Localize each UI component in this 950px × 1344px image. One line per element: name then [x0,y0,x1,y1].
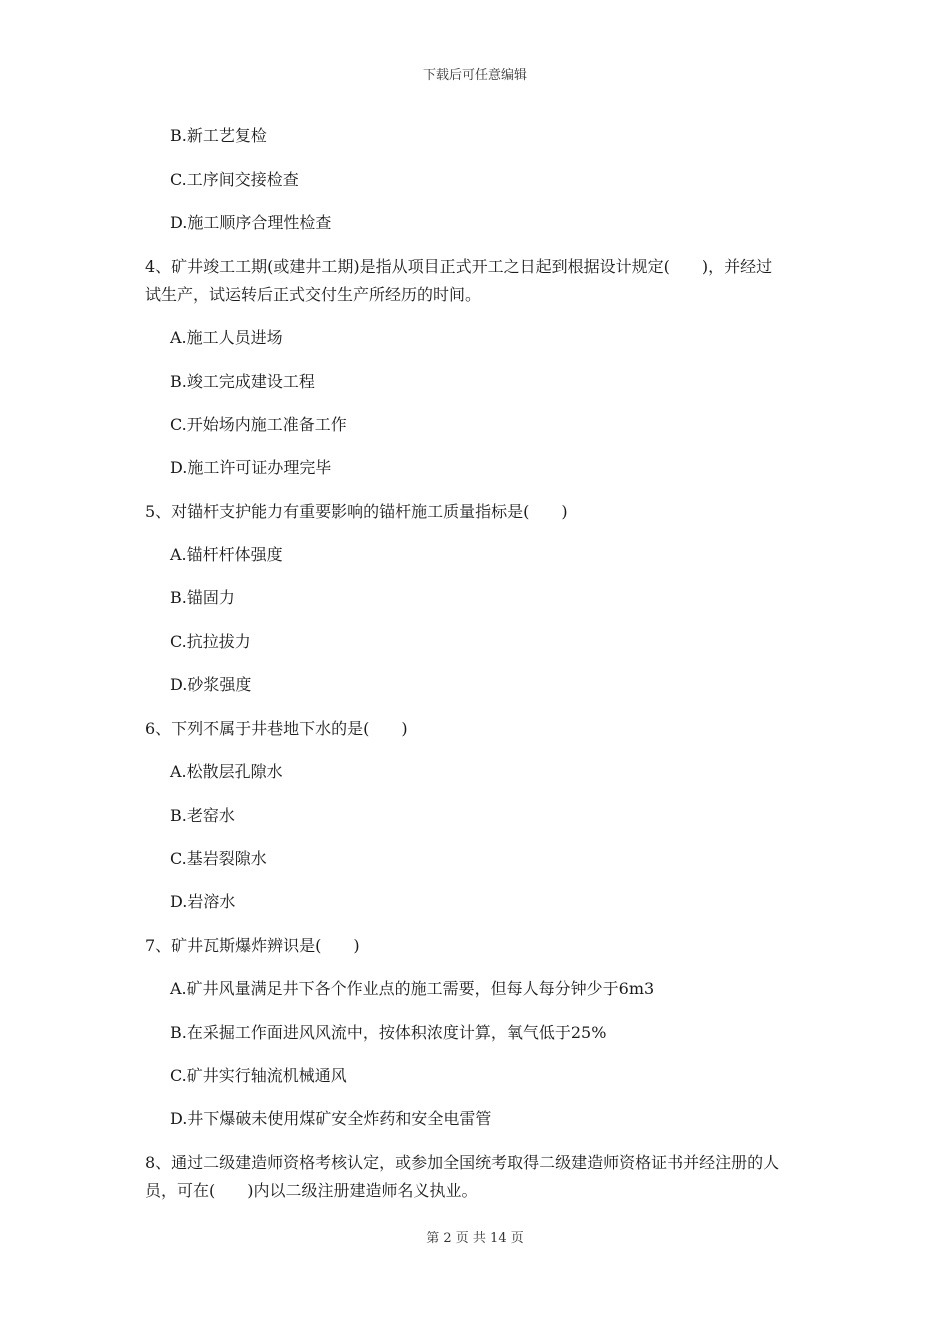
question-line: 5、对锚杆支护能力有重要影响的锚杆施工质量指标是( ) [145,502,568,521]
option-line: B.老窑水 [170,806,235,825]
option-line: A.施工人员进场 [170,328,283,347]
page-footer: 第 2 页 共 14 页 [426,1231,524,1246]
option-line: B.新工艺复检 [170,126,267,145]
question-continuation: 员，可在( )内以二级注册建造师名义执业。 [145,1181,478,1200]
option-line: B.在采掘工作面进风风流中，按体积浓度计算，氧气低于25% [170,1023,607,1042]
option-line: C.开始场内施工准备工作 [170,415,347,434]
option-line: D.岩溶水 [170,892,236,911]
option-line: B.锚固力 [170,588,235,607]
question-line: 7、矿井瓦斯爆炸辨识是( ) [145,936,360,955]
question-line: 6、下列不属于井巷地下水的是( ) [145,719,408,738]
option-line: A.矿井风量满足井下各个作业点的施工需要，但每人每分钟少于6m3 [170,979,655,998]
option-line: A.锚杆杆体强度 [170,545,283,564]
option-line: C.抗拉拔力 [170,632,251,651]
question-continuation: 试生产，试运转后正式交付生产所经历的时间。 [145,285,482,304]
option-line: D.施工许可证办理完毕 [170,458,332,477]
option-line: B.竣工完成建设工程 [170,372,315,391]
option-line: A.松散层孔隙水 [170,762,283,781]
option-line: D.砂浆强度 [170,675,252,694]
page-header: 下载后可任意编辑 [422,68,527,83]
question-line: 4、矿井竣工工期(或建井工期)是指从项目正式开工之日起到根据设计规定( )，并经过 [145,257,773,276]
question-line: 8、通过二级建造师资格考核认定，或参加全国统考取得二级建造师资格证书并经注册的人 [145,1153,780,1172]
option-line: C.基岩裂隙水 [170,849,267,868]
option-line: C.工序间交接检查 [170,170,299,189]
option-line: C.矿井实行轴流机械通风 [170,1066,347,1085]
option-line: D.井下爆破未使用煤矿安全炸药和安全电雷管 [170,1109,492,1128]
option-line: D.施工顺序合理性检查 [170,213,332,232]
